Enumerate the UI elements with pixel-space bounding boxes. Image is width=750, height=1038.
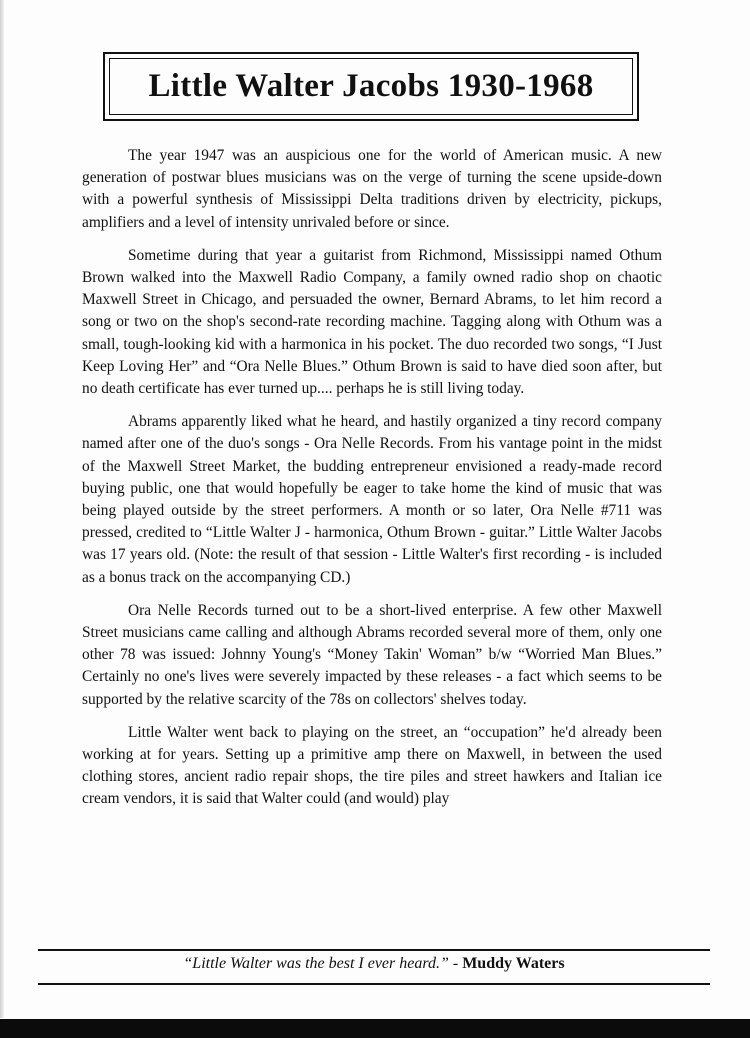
- article-body: [82, 145, 662, 822]
- quote-attribution: Muddy Waters: [462, 955, 565, 972]
- title-frame-inner: [109, 58, 633, 115]
- footer-quote: [38, 955, 710, 973]
- paragraph-2: Sometime during that year a guitarist from Richmond, Mississippi named Othum Brown walked into the Maxwell Radio Company, a family owned radio shop on chaotic Maxwell Street in Chicago, and persuaded the owner, Bernard Abrams, to let him record a song or two on the shop's second-rate recording machine. Tagging along with Othum was a small, tough-looking kid with a harmonica in his pocket. The duo recorded two songs, “I Just Keep Loving Her” and “Ora Nelle Blues.” Othum Brown is said to have died soon after, but no death certificate has ever turned up.... perhaps he is still living today.: [82, 246, 662, 398]
- quote-separator: -: [448, 955, 463, 972]
- title-frame: [103, 52, 639, 121]
- page-edge-shadow: [0, 0, 4, 1018]
- paragraph-3: Abrams apparently liked what he heard, and hastily organized a tiny record company named after one of the duo's songs - Ora Nelle Records. From his vantage point in the midst of the Maxwell Street Market, the budding entrepreneur envisioned a ready-made record buying public, one that would hopefully be eager to take home the kind of music that was being played outside by the street performers. A month or so later, Ora Nelle #711 was pressed, credited to “Little Walter J - harmonica, Othum Brown - guitar.” Little Walter Jacobs was 17 years old. (Note: the result of that session - Little Walter's first recording - is included as a bonus track on the accompanying CD.): [82, 413, 662, 586]
- paragraph-1: The year 1947 was an auspicious one for the world of American music. A new generation of postwar blues musicians was on the verge of turning the scene upside-down with a powerful synthesis of Mississippi Delta traditions driven by electricity, pickups, amplifiers and a level of intensity unrivaled before or since.: [82, 147, 662, 231]
- scan-bottom-band: [0, 1019, 750, 1038]
- page-title: Little Walter Jacobs 1930-1968: [148, 68, 594, 104]
- paragraph-5: Little Walter went back to playing on the street, an “occupation” he'd already been working at for years. Setting up a primitive amp there on Maxwell, in between the used clothing stores, ancient radio repair shops, the tire piles and street hawkers and Italian ice cream vendors, it is said that Walter could (and would) play: [82, 723, 662, 808]
- quote-text: “Little Walter was the best I ever heard.”: [183, 955, 449, 972]
- paragraph-4: Ora Nelle Records turned out to be a short-lived enterprise. A few other Maxwell Street musicians came calling and although Abrams recorded several more of them, only one other 78 was issued: Johnny Young's “Money Takin' Woman” b/w “Worried Man Blues.” Certainly no one's lives were severely impacted by these releases - a fact which seems to be supported by the relative scarcity of the 78s on collectors' shelves today.: [82, 601, 662, 708]
- footer-rule-bottom: [38, 983, 710, 985]
- footer-rule-top: [38, 949, 710, 951]
